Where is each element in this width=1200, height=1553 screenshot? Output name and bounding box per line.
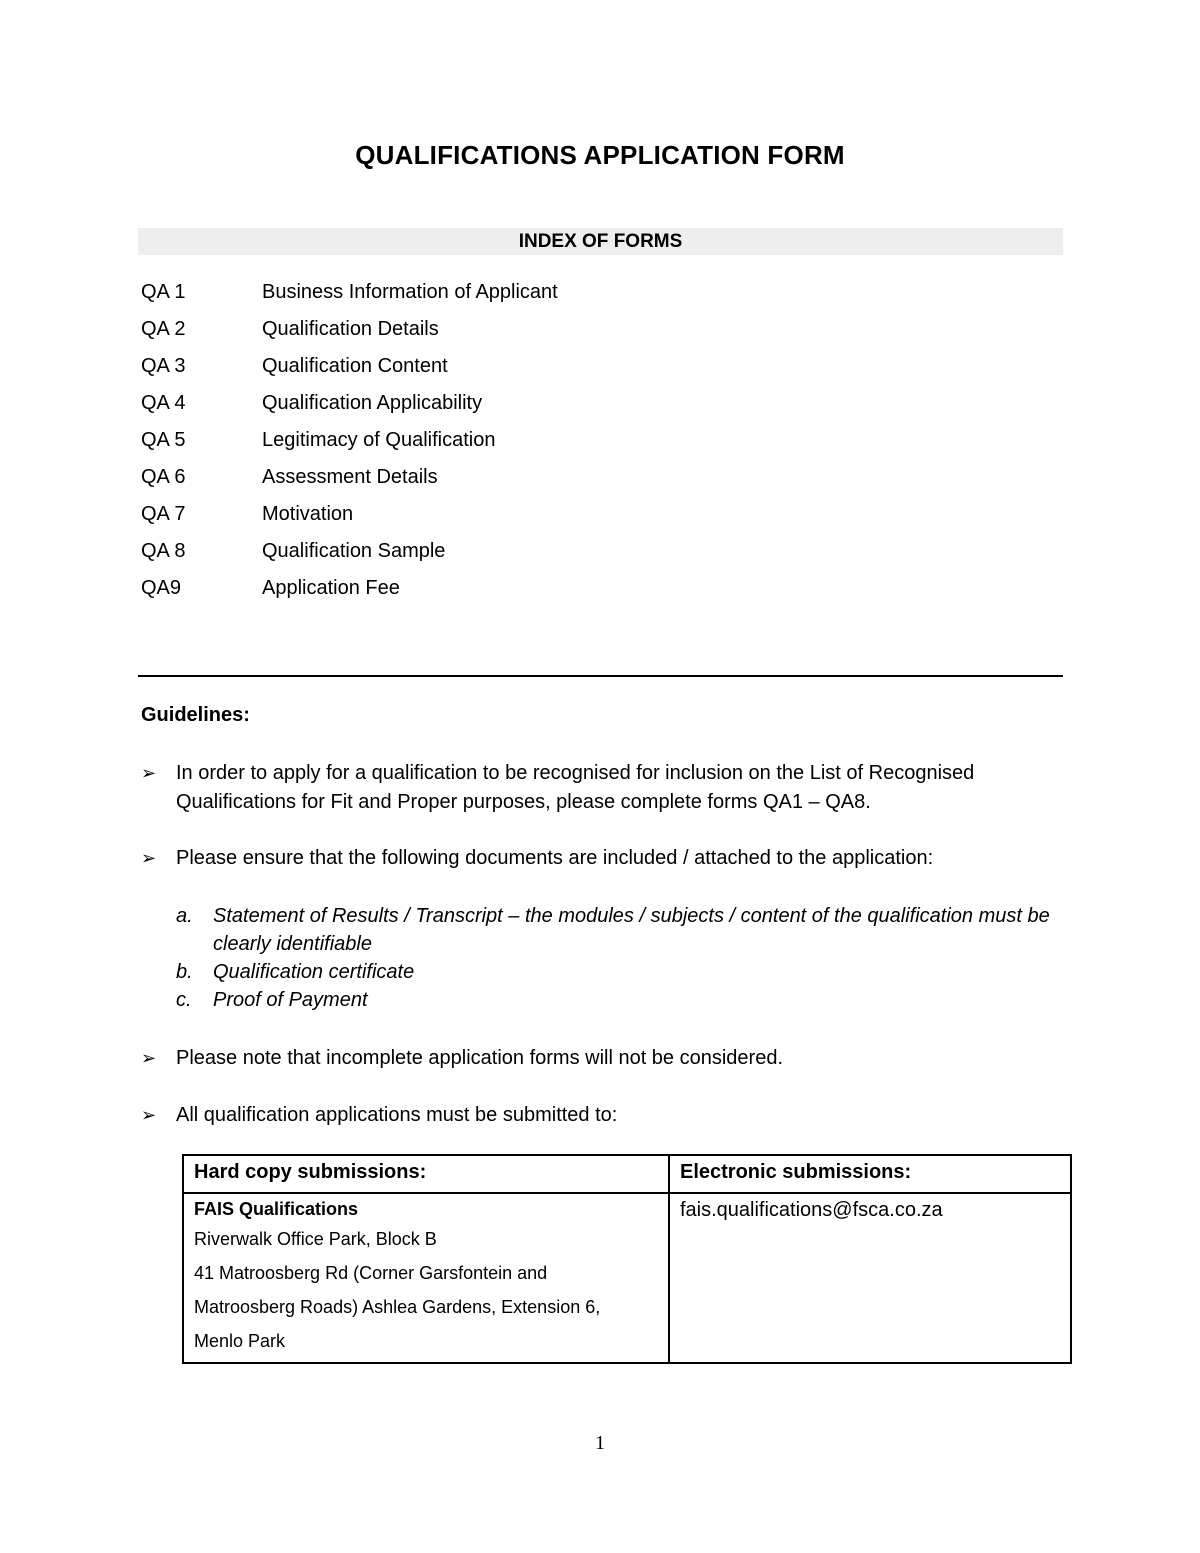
address-line: Riverwalk Office Park, Block B	[194, 1229, 437, 1249]
guideline-text: All qualification applications must be submitted to:	[176, 1104, 618, 1126]
document-text: Proof of Payment	[213, 989, 368, 1011]
address-line: Matroosberg Roads) Ashlea Gardens, Extension 6,	[194, 1297, 601, 1317]
guideline-text: Please note that incomplete application forms will not be considered.	[176, 1047, 784, 1069]
document-list	[176, 902, 1056, 1014]
guideline-bullet	[141, 1044, 1061, 1073]
guideline-text: Please ensure that the following documents are included / attached to the application:	[176, 847, 934, 869]
index-code: QA 6	[141, 466, 186, 488]
index-code: QA 7	[141, 503, 186, 525]
page-number: 1	[595, 1432, 605, 1454]
arrow-bullet-icon: ➢	[141, 763, 157, 783]
arrow-bullet-icon: ➢	[141, 1105, 157, 1125]
index-code: QA9	[141, 577, 182, 599]
index-label: Qualification Applicability	[262, 392, 483, 414]
index-row	[141, 460, 1041, 497]
hard-copy-header: Hard copy submissions:	[183, 1155, 669, 1193]
index-row	[141, 571, 1041, 608]
index-list	[141, 275, 1041, 608]
electronic-header: Electronic submissions:	[669, 1155, 1071, 1193]
index-label: Application Fee	[262, 577, 400, 599]
document-item	[176, 986, 1056, 1014]
arrow-bullet-icon: ➢	[141, 848, 157, 868]
index-label: Qualification Details	[262, 318, 439, 340]
index-label: Business Information of Applicant	[262, 281, 558, 303]
index-row	[141, 497, 1041, 534]
guidelines-title: Guidelines:	[141, 704, 250, 726]
index-label: Qualification Sample	[262, 540, 446, 562]
page-title: QUALIFICATIONS APPLICATION FORM	[355, 140, 845, 170]
index-row	[141, 423, 1041, 460]
table-row	[183, 1193, 1071, 1363]
document-item	[176, 958, 1056, 986]
electronic-address	[669, 1193, 1071, 1363]
index-header: INDEX OF FORMS	[138, 228, 1063, 255]
document-text: Qualification certificate	[213, 961, 415, 983]
address-line: 41 Matroosberg Rd (Corner Garsfontein and	[194, 1263, 548, 1283]
guideline-bullet	[141, 1101, 1061, 1130]
table-header-row	[183, 1155, 1071, 1193]
index-label: Assessment Details	[262, 466, 438, 488]
index-row	[141, 312, 1041, 349]
index-code: QA 8	[141, 540, 186, 562]
guideline-bullet	[141, 759, 1061, 817]
index-code: QA 4	[141, 392, 186, 414]
document-letter: a.	[176, 905, 193, 927]
hard-copy-address	[183, 1193, 669, 1363]
document-letter: c.	[176, 989, 192, 1011]
arrow-bullet-icon: ➢	[141, 1048, 157, 1068]
index-row	[141, 349, 1041, 386]
document-text: Statement of Results / Transcript – the modules / subjects / content of the qualification must be clearly identifiable	[213, 905, 1050, 955]
index-code: QA 2	[141, 318, 186, 340]
index-label: Qualification Content	[262, 355, 448, 377]
index-row	[141, 534, 1041, 571]
index-label: Legitimacy of Qualification	[262, 429, 496, 451]
index-row	[141, 386, 1041, 423]
submission-email[interactable]: fais.qualifications@fsca.co.za	[680, 1199, 943, 1221]
index-label: Motivation	[262, 503, 354, 525]
document-item	[176, 902, 1056, 958]
index-code: QA 5	[141, 429, 186, 451]
submissions-table	[182, 1154, 1072, 1364]
index-row	[141, 275, 1041, 312]
index-code: QA 1	[141, 281, 186, 303]
document-letter: b.	[176, 961, 193, 983]
address-line: Menlo Park	[194, 1331, 286, 1351]
guideline-text: In order to apply for a qualification to be recognised for inclusion on the List of Recognised Qualifications for Fit and Proper purposes, please complete forms QA1 – QA8.	[176, 762, 975, 813]
guideline-bullet	[141, 844, 1061, 873]
index-code: QA 3	[141, 355, 186, 377]
address-line: FAIS Qualifications	[194, 1199, 359, 1219]
section-divider	[138, 675, 1063, 677]
